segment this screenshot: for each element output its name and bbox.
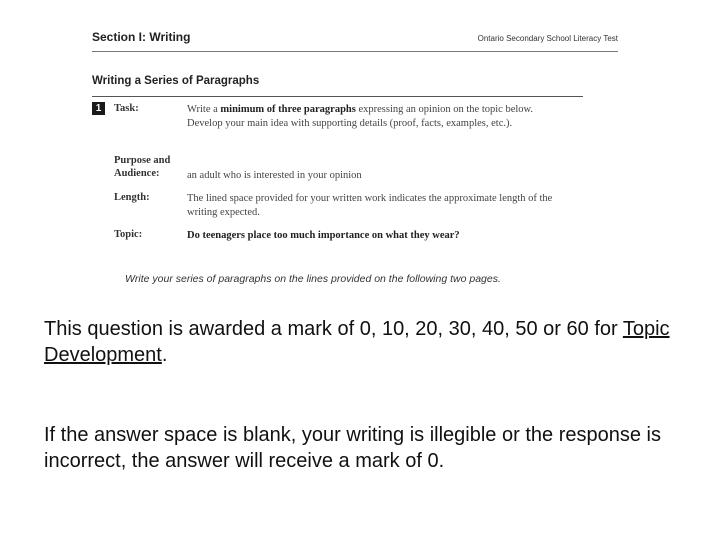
topic-text: Do teenagers place too much importance on what they wear? (187, 230, 460, 241)
task-text-bold: minimum of three paragraphs (220, 104, 356, 115)
task-text (187, 103, 557, 130)
task-text-start: Write a (187, 104, 221, 115)
purpose-label (114, 155, 170, 180)
purpose-label-line2: Audience: (114, 167, 160, 179)
topic-label: Topic: (114, 229, 143, 240)
test-excerpt (92, 30, 618, 292)
marking-note-end: . (161, 344, 168, 366)
test-name: Ontario Secondary School Literacy Test (477, 34, 618, 43)
topic-development-term: Topic Development (44, 318, 670, 366)
question-number: 1 (92, 102, 105, 115)
task-label: Task: (114, 103, 139, 114)
marking-note-text: This question is awarded a mark of 0, 10, 20, 30, 40, 50 or 60 for (44, 318, 623, 340)
purpose-label-line1: Purpose and (114, 155, 171, 166)
subheading: Writing a Series of Paragraphs (92, 75, 260, 87)
marking-note (44, 316, 694, 368)
zero-mark-note: If the answer space is blank, your writing is illegible or the response is incorrect, the answer will receive a mark of 0. (44, 424, 661, 472)
instruction-text: Write your series of paragraphs on the lines provided on the following two pages. (125, 273, 501, 285)
purpose-text: an adult who is interested in your opinion (187, 170, 362, 181)
section-title: Section I: Writing (92, 30, 191, 44)
header-divider (92, 51, 618, 52)
task-text-end: expressing an opinion on the topic below. Develop your main idea with supporting details (proof, facts, examples, etc.). (187, 104, 534, 129)
subheading-divider (92, 96, 583, 97)
length-label: Length: (114, 192, 150, 203)
length-text: The lined space provided for your written work indicates the approximate length of the writing expected. (187, 193, 553, 218)
